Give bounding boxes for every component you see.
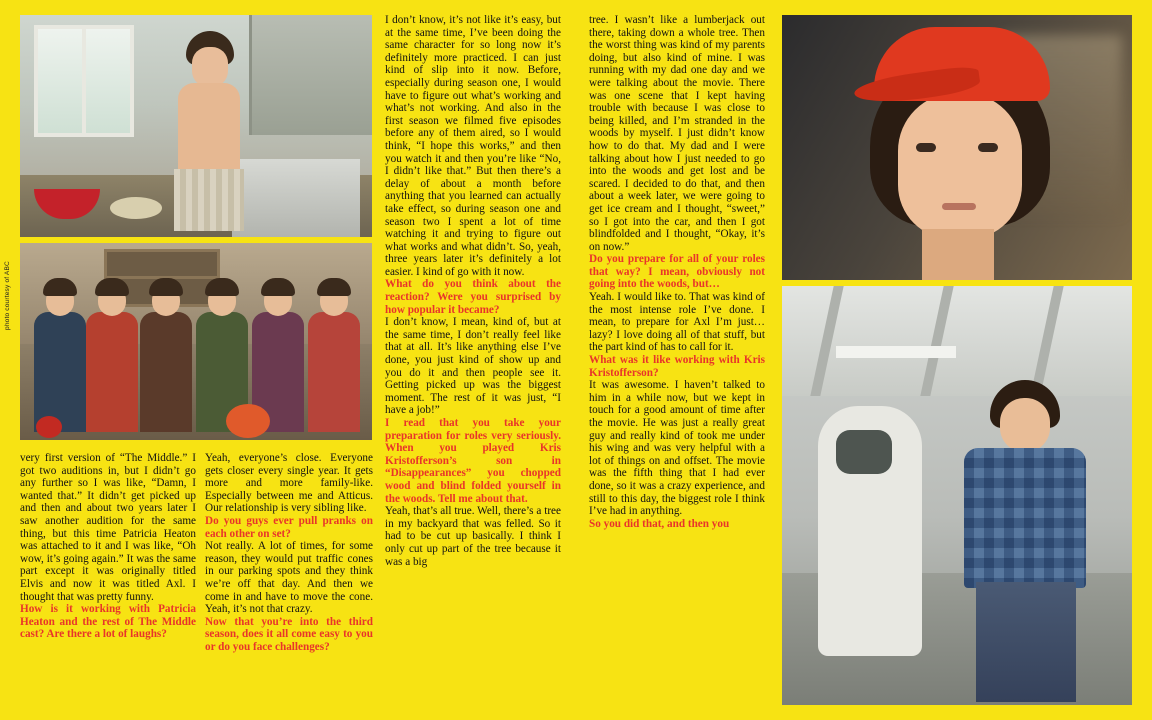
interview-question: How is it working with Patricia Heaton and the rest of The Middle cast? Are there a lot of laughs?: [20, 603, 196, 641]
garage-scene-photo: [782, 286, 1132, 705]
family-couch-photo: [20, 243, 372, 440]
interview-question: I read that you take your preparation for roles very seriously. When you played Kris Kristofferson’s son in “Disappearances” you chopped wood and blind folded yourself in the woods. Tell me about that.: [385, 417, 561, 505]
interview-question: What do you think about the reaction? Were you surprised by how popular it became?: [385, 278, 561, 316]
body-paragraph: I don’t know, I mean, kind of, but at the same time, I don’t really feel like that at all. It’s like anything else I’ve done, you just kind of show up and you do it and then people see it. Getting picked up was the biggest moment. The rest of it was just, “I have a job!”: [385, 316, 561, 417]
body-paragraph: tree. I wasn’t like a lumberjack out there, taking down a whole tree. Then the worst thing was kind of my parents doing, but also kind of mine. I was running with my dad one day and we were talking about the movie. There was one scene that I kept having trouble with because I was close to being killed, and I’m stranded in the woods by myself. I just didn’t know how to do that. My dad and I were talking about how I just needed to go into the woods and get lost and be scared. I decided to do that, and then about a week later, we were going to get ice cream and I thought, “sweet,” so I got into the car, and then I got blindfolded and I thought, “Okay, it’s on now.”: [589, 14, 765, 253]
body-paragraph: Yeah, everyone’s close. Everyone gets closer every single year. It gets more and more family-like. Especially between me and Atticus. Our relationship is very sibling like.: [205, 452, 373, 515]
interview-question: So you did that, and then you: [589, 517, 730, 530]
body-paragraph: very first version of “The Middle.” I got two auditions in, but I didn’t go any further so I was like, “Damn, I wanted that.” It didn’t get picked up and then and about two years later I saw another audition for the same thing, but this time Patricia Heaton was attached to it and I was like, “Oh wow, it’s going again.” It was the same part except it was originally titled Elvis and now it was titled Axl. I thought that was pretty funny.: [20, 452, 196, 603]
body-paragraph: Yeah, that’s all true. Well, there’s a tree in my backyard that was felled. So it had to be cut up basically. I think I only cut up part of the tree because it was a big: [385, 505, 561, 568]
text-column-1: [20, 452, 196, 707]
interview-question: Now that you’re into the third season, does it all come easy to you or do you face challenges?: [205, 615, 373, 653]
body-paragraph: Yeah. I would like to. That was kind of the most intense role I’ve done. I mean, to prepare for Axl I’m just… lazy? I love doing all of that stuff, but the part kind of has to call for it.: [589, 291, 765, 354]
kitchen-scene-photo: [20, 15, 372, 237]
body-paragraph: It was awesome. I haven’t talked to him in a while now, but we kept in touch for a good amount of time after the movie. He was just a really great guy and really kind of took me under his wing and was very helpful with a lot of things on and offset. The movie was the fifth thing that I had ever done, so it was a crazy experience, and still to this day, the biggest role I think I’ve had in anything.: [589, 379, 765, 518]
body-paragraph: Not really. A lot of times, for some reason, they would put traffic cones in our parking spots and they think we’re off that day. And then we come in and have to move the cone. Yeah, it’s not that crazy.: [205, 540, 373, 616]
text-column-2: [205, 452, 373, 707]
body-paragraph: I don’t know, it’s not like it’s easy, but at the same time, I’ve been doing the same character for so long now it’s definitely more practiced. I can just kind of slip into it now. Before, especially during season one, I would have to figure out what’s working and what’s not working. And also in the first season we filmed five episodes before any of them aired, so I would think, “I hope this works,” and then you watch it and then you’re like “No, I didn’t like that.” But then there’s a delay of about a month before anything that you learned can actually take effect, so during season one and season two I spent a lot of time watching it and trying to figure out what works and what didn’t. So, yeah, three years later it’s definitely a lot easier. I kind of go with it now.: [385, 14, 561, 278]
interview-question: Do you guys ever pull pranks on each other on set?: [205, 514, 373, 540]
interview-question: Do you prepare for all of your roles that way? I mean, obviously not going into the woods, but…: [589, 253, 765, 291]
interview-question: What was it like working with Kris Kristofferson?: [589, 354, 765, 379]
page-gutter: [575, 0, 577, 720]
headshot-red-cap-photo: [782, 15, 1132, 280]
text-column-3: [385, 14, 561, 707]
text-column-4: [589, 14, 765, 707]
photo-credit: photo courtesy of ABC: [4, 261, 11, 330]
